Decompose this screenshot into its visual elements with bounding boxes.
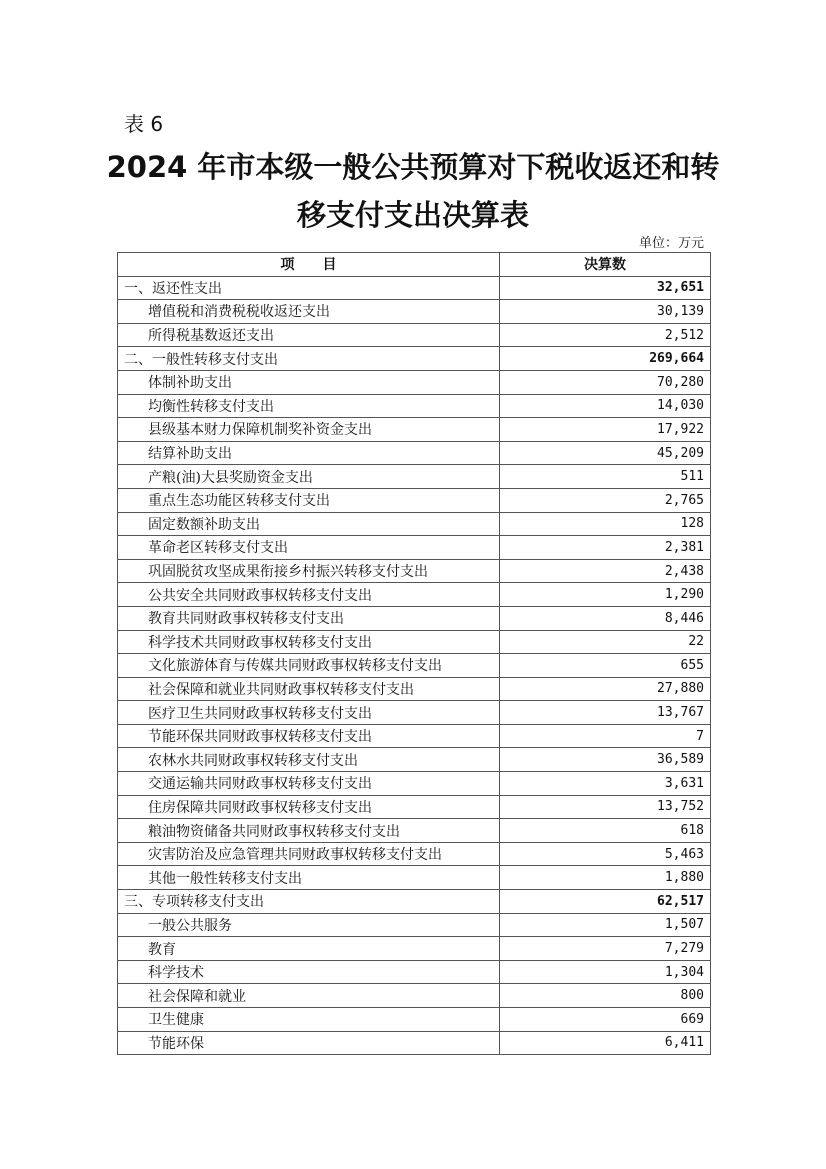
table-row: [118, 418, 711, 442]
table-row: [118, 724, 711, 748]
row-amount: 128: [500, 512, 711, 536]
page-title-line-2: 移支付支出决算表: [296, 198, 529, 232]
row-amount: 32,651: [500, 276, 711, 300]
row-amount: 800: [500, 984, 711, 1008]
table-row: [118, 1008, 711, 1032]
row-item-name: 灾害防治及应急管理共同财政事权转移支付支出: [118, 842, 500, 866]
row-item-name: 社会保障和就业: [118, 984, 500, 1008]
row-item-name: 巩固脱贫攻坚成果衔接乡村振兴转移支付支出: [118, 559, 500, 583]
table-row: [118, 772, 711, 796]
row-item-name: 增值税和消费税税收返还支出: [118, 300, 500, 324]
unit-label: 单位：万元: [638, 236, 704, 251]
table-row: [118, 347, 711, 371]
table-row: [118, 394, 711, 418]
table-row: [118, 866, 711, 890]
table-row: [118, 795, 711, 819]
table-row: [118, 748, 711, 772]
row-item-name: 公共安全共同财政事权转移支付支出: [118, 583, 500, 607]
table-row: [118, 465, 711, 489]
row-amount: 30,139: [500, 300, 711, 324]
row-item-name: 重点生态功能区转移支付支出: [118, 488, 500, 512]
row-amount: 45,209: [500, 441, 711, 465]
table-row: [118, 960, 711, 984]
row-amount: 62,517: [500, 890, 711, 914]
table-row: [118, 300, 711, 324]
row-amount: 1,507: [500, 913, 711, 937]
row-amount: 5,463: [500, 842, 711, 866]
row-item-name: 体制补助支出: [118, 370, 500, 394]
table-row: [118, 937, 711, 961]
table-row: [118, 583, 711, 607]
page-title-line-1: 2024 年市本级一般公共预算对下税收返还和转: [106, 150, 720, 184]
row-amount: 6,411: [500, 1031, 711, 1055]
header-amount: 决算数: [500, 253, 711, 277]
row-item-name: 固定数额补助支出: [118, 512, 500, 536]
table-row: [118, 913, 711, 937]
table-row: [118, 559, 711, 583]
table-row: [118, 370, 711, 394]
table-row: [118, 276, 711, 300]
row-item-name: 均衡性转移支付支出: [118, 394, 500, 418]
row-item-name: 二、一般性转移支付支出: [118, 347, 500, 371]
row-item-name: 一般公共服务: [118, 913, 500, 937]
row-item-name: 粮油物资储备共同财政事权转移支付支出: [118, 819, 500, 843]
table-body: [118, 276, 711, 1055]
table-number-label: 表 6: [124, 112, 164, 136]
row-item-name: 教育: [118, 937, 500, 961]
row-amount: 36,589: [500, 748, 711, 772]
row-amount: 7: [500, 724, 711, 748]
row-amount: 1,290: [500, 583, 711, 607]
row-amount: 655: [500, 654, 711, 678]
row-amount: 1,880: [500, 866, 711, 890]
table-row: [118, 606, 711, 630]
row-amount: 2,438: [500, 559, 711, 583]
row-amount: 14,030: [500, 394, 711, 418]
row-amount: 7,279: [500, 937, 711, 961]
header-item: 项 目: [118, 253, 500, 277]
table-row: [118, 488, 711, 512]
row-item-name: 科学技术: [118, 960, 500, 984]
row-item-name: 科学技术共同财政事权转移支付支出: [118, 630, 500, 654]
row-item-name: 一、返还性支出: [118, 276, 500, 300]
table-row: [118, 630, 711, 654]
table-row: [118, 323, 711, 347]
row-item-name: 结算补助支出: [118, 441, 500, 465]
row-item-name: 卫生健康: [118, 1008, 500, 1032]
row-item-name: 县级基本财力保障机制奖补资金支出: [118, 418, 500, 442]
table-row: [118, 654, 711, 678]
row-amount: 1,304: [500, 960, 711, 984]
row-item-name: 革命老区转移支付支出: [118, 536, 500, 560]
row-item-name: 文化旅游体育与传媒共同财政事权转移支付支出: [118, 654, 500, 678]
row-amount: 2,765: [500, 488, 711, 512]
table-row: [118, 677, 711, 701]
row-item-name: 交通运输共同财政事权转移支付支出: [118, 772, 500, 796]
table-header-row: [118, 253, 711, 277]
row-amount: 27,880: [500, 677, 711, 701]
row-amount: 2,512: [500, 323, 711, 347]
table-row: [118, 536, 711, 560]
row-amount: 618: [500, 819, 711, 843]
budget-table: [117, 252, 711, 1055]
table-row: [118, 512, 711, 536]
row-amount: 22: [500, 630, 711, 654]
row-amount: 269,664: [500, 347, 711, 371]
table-row: [118, 842, 711, 866]
table-row: [118, 701, 711, 725]
row-item-name: 节能环保: [118, 1031, 500, 1055]
table-row: [118, 890, 711, 914]
row-item-name: 住房保障共同财政事权转移支付支出: [118, 795, 500, 819]
row-amount: 8,446: [500, 606, 711, 630]
table-row: [118, 441, 711, 465]
row-item-name: 节能环保共同财政事权转移支付支出: [118, 724, 500, 748]
row-amount: 17,922: [500, 418, 711, 442]
row-item-name: 教育共同财政事权转移支付支出: [118, 606, 500, 630]
row-item-name: 所得税基数返还支出: [118, 323, 500, 347]
row-amount: 13,767: [500, 701, 711, 725]
table-row: [118, 984, 711, 1008]
row-amount: 3,631: [500, 772, 711, 796]
row-item-name: 产粮(油)大县奖励资金支出: [118, 465, 500, 489]
table-row: [118, 819, 711, 843]
row-item-name: 农林水共同财政事权转移支付支出: [118, 748, 500, 772]
row-amount: 511: [500, 465, 711, 489]
row-amount: 669: [500, 1008, 711, 1032]
row-item-name: 其他一般性转移支付支出: [118, 866, 500, 890]
row-amount: 13,752: [500, 795, 711, 819]
row-item-name: 社会保障和就业共同财政事权转移支付支出: [118, 677, 500, 701]
row-amount: 2,381: [500, 536, 711, 560]
row-item-name: 医疗卫生共同财政事权转移支付支出: [118, 701, 500, 725]
table-row: [118, 1031, 711, 1055]
row-item-name: 三、专项转移支付支出: [118, 890, 500, 914]
row-amount: 70,280: [500, 370, 711, 394]
